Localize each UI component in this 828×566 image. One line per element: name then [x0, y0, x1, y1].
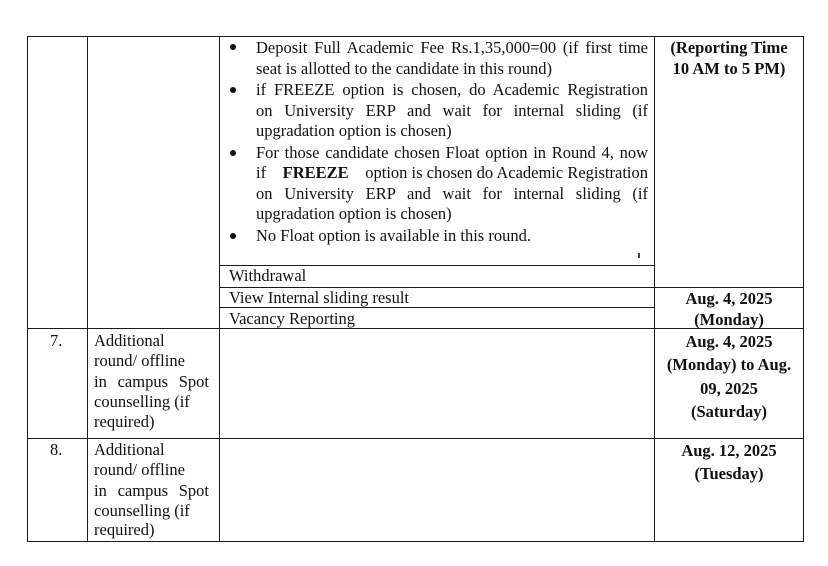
row7-serial: 7. [50, 331, 63, 350]
reporting-time-line-2: 10 AM to 5 PM) [672, 59, 786, 78]
row7-activity-line-5: required) [94, 412, 155, 431]
bullet-3-line-2 [256, 163, 648, 184]
bullet-2-dot [230, 87, 236, 93]
scan-speck [638, 253, 640, 258]
bullet-2-line-2: on University ERP and wait for internal sliding (if [256, 101, 648, 120]
bullet-4-line-1: No Float option is available in this round. [256, 226, 531, 245]
row8-date-line-2: (Tuesday) [694, 464, 764, 483]
freeze-keyword: FREEZE [282, 163, 349, 182]
row7-activity-line-1: Additional [94, 331, 165, 350]
bullet-1-line-1: Deposit Full Academic Fee Rs.1,35,000=00 (if first time [256, 38, 648, 57]
sliding-date-line-2: (Monday) [694, 310, 764, 329]
row7-date-line-1: Aug. 4, 2025 [685, 332, 773, 351]
bullet-2-line-1: if FREEZE option is chosen, do Academic Registration [256, 80, 648, 99]
bullet-1-dot [230, 44, 236, 50]
row8-serial: 8. [50, 440, 63, 459]
sliding-date-line-1: Aug. 4, 2025 [685, 289, 773, 308]
bullet-3-line-1: For those candidate chosen Float option in Round 4, now [256, 143, 648, 162]
row7-date-line-3: 09, 2025 [700, 379, 758, 398]
col-divider-2 [219, 36, 220, 542]
row8-activity-line-4: counselling (if [94, 501, 190, 520]
row7-activity-line-4: counselling (if [94, 392, 190, 411]
bullet-3-dot [230, 150, 236, 156]
row7-date-line-4: (Saturday) [690, 402, 768, 421]
withdrawal-label: Withdrawal [229, 266, 307, 285]
row8-activity-line-5: required) [94, 520, 155, 539]
row7-activity-line-2: round/ offline [94, 351, 185, 370]
bullet-3-line-2-prefix: if [256, 163, 267, 182]
bullet-2-line-3: upgradation option is chosen) [256, 121, 452, 140]
table-top-border [27, 36, 804, 37]
bullet-1-line-2: seat is allotted to the candidate in this round) [256, 59, 553, 78]
table-left-border [27, 36, 28, 542]
bullet-3-line-3: on University ERP and wait for internal sliding (if [256, 184, 648, 203]
row7-date-line-2: (Monday) to Aug. [666, 355, 792, 374]
bullet-3-line-4: upgradation option is chosen) [256, 204, 452, 223]
table-bottom-border [27, 541, 804, 542]
table-right-border [803, 36, 804, 542]
bullet-3-line-2-rest: option is chosen do Academic Registration [365, 163, 648, 182]
row8-top-rule [27, 438, 804, 439]
bullet-4-dot [230, 233, 236, 239]
reporting-time-line-1: (Reporting Time [670, 38, 788, 57]
vacancy-reporting-label: Vacancy Reporting [229, 309, 355, 328]
row7-activity-line-3: in campus Spot [94, 372, 209, 391]
row8-date-line-1: Aug. 12, 2025 [681, 441, 777, 460]
row8-activity-line-2: round/ offline [94, 460, 185, 479]
internal-sliding-label: View Internal sliding result [229, 288, 410, 307]
row8-activity-line-1: Additional [94, 440, 165, 459]
row8-activity-line-3: in campus Spot [94, 481, 209, 500]
col-divider-1 [87, 36, 88, 542]
